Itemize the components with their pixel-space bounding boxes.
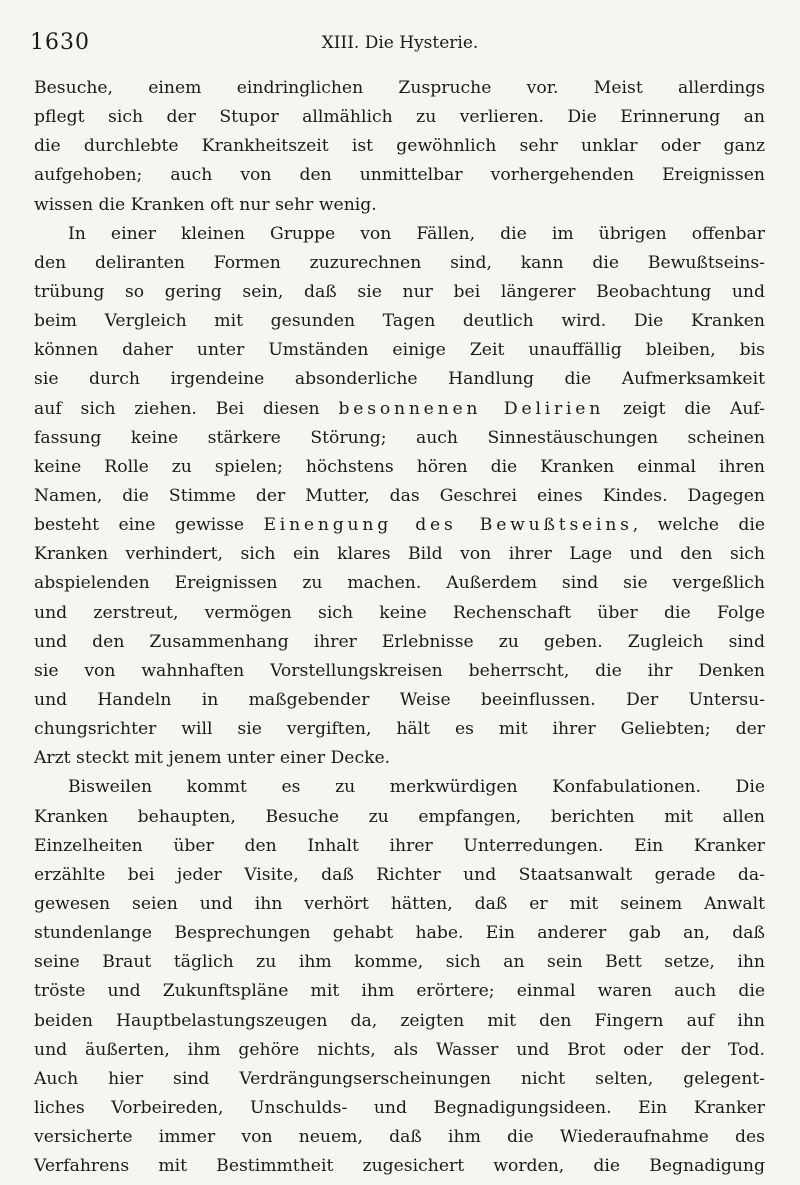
text-line: liches Vorbeireden, Unschulds- und Begnadigungsideen. Ein Kranker [34,1097,765,1118]
text-line: fassung keine stärkere Störung; auch Sinnestäuschungen scheinen [34,427,765,448]
text-line: abspielenden Ereignissen zu machen. Außerdem sind sie vergeßlich [34,573,765,594]
text-line: sie von wahnhaften Vorstellungskreisen beherrscht, die ihr Denken [34,660,765,681]
text-line: sie durch irgendeine absonderliche Handlung die Aufmerksamkeit [34,369,765,390]
text-line: und äußerten, ihm gehöre nichts, als Wasser und Brot oder der Tod. [34,1039,765,1060]
text-line: und Handeln in maßgebender Weise beeinflussen. Der Untersu- [34,689,765,710]
text-line: Bisweilen kommt es zu merkwürdigen Konfabulationen. Die [68,777,765,798]
text-segment: , welche die [632,515,766,536]
spaced-emphasis: Einengung des Bewußtseins [263,515,633,536]
text-line: In einer kleinen Gruppe von Fällen, die im übrigen offenbar [68,223,765,244]
text-line: und den Zusammenhang ihrer Erlebnisse zu geben. Zugleich sind [34,631,765,652]
text-line-with-emphasis [34,511,765,540]
text-line: trübung so gering sein, daß sie nur bei längerer Beobachtung und [34,281,765,302]
text-line: erzählte bei jeder Visite, daß Richter und Staatsanwalt gerade da- [34,864,765,885]
text-line: keine Rolle zu spielen; höchstens hören die Kranken einmal ihren [34,456,765,477]
body-text [34,74,765,1181]
spaced-emphasis: besonnenen Delirien [338,398,605,419]
text-line: Kranken verhindert, sich ein klares Bild von ihrer Lage und den sich [34,544,765,565]
text-line: Besuche, einem eindringlichen Zuspruche vor. Meist allerdings [34,78,765,98]
page-number: 1630 [30,30,90,55]
text-line: stundenlange Besprechungen gehabt habe. Ein anderer gab an, daß [34,923,765,944]
text-segment: besteht eine gewisse [34,515,264,536]
text-line: versicherte immer von neuem, daß ihm die Wiederaufnahme des [34,1127,765,1148]
text-line: Verfahrens mit Bestimmtheit zugesichert worden, die Begnadigung [34,1156,765,1177]
text-line: aufgehoben; auch von den unmittelbar vorhergehenden Ereignissen [34,165,765,186]
text-line: wissen die Kranken oft nur sehr wenig. [34,194,377,215]
text-line: Arzt steckt mit jenem unter einer Decke. [34,748,391,769]
text-line-with-emphasis [34,395,765,424]
text-line: chungsrichter will sie vergiften, hält es mit ihrer Geliebten; der [34,719,765,740]
text-segment: auf sich ziehen. Bei diesen [34,398,339,419]
text-line: pflegt sich der Stupor allmählich zu verlieren. Die Erinnerung an [34,107,765,128]
text-line: Einzelheiten über den Inhalt ihrer Unterredungen. Ein Kranker [34,835,765,856]
text-line: seine Braut täglich zu ihm komme, sich an sein Bett setze, ihn [34,952,765,973]
text-line: und zerstreut, vermögen sich keine Rechenschaft über die Folge [34,602,765,623]
text-segment: zeigt die Auf- [604,398,765,419]
text-line: gewesen seien und ihn verhört hätten, daß er mit seinem Anwalt [34,893,765,914]
text-line: können daher unter Umständen einige Zeit unauffällig bleiben, bis [34,340,765,361]
text-line: tröste und Zukunftspläne mit ihm erörtere; einmal waren auch die [34,981,765,1002]
text-line: die durchlebte Krankheitszeit ist gewöhnlich sehr unklar oder ganz [34,136,765,157]
text-line: den deliranten Formen zuzurechnen sind, kann die Bewußtseins- [34,252,765,273]
text-line: beim Vergleich mit gesunden Tagen deutlich wird. Die Kranken [34,311,765,332]
page-header [30,30,770,60]
text-line: beiden Hauptbelastungszeugen da, zeigten mit den Fingern auf ihn [34,1010,765,1031]
text-line: Namen, die Stimme der Mutter, das Geschrei eines Kindes. Dagegen [34,485,765,506]
running-head: XIII. Die Hysterie. [321,33,479,53]
text-line: Auch hier sind Verdrängungserscheinungen nicht selten, gelegent- [34,1068,765,1089]
text-line: Kranken behaupten, Besuche zu empfangen, berichten mit allen [34,806,765,827]
